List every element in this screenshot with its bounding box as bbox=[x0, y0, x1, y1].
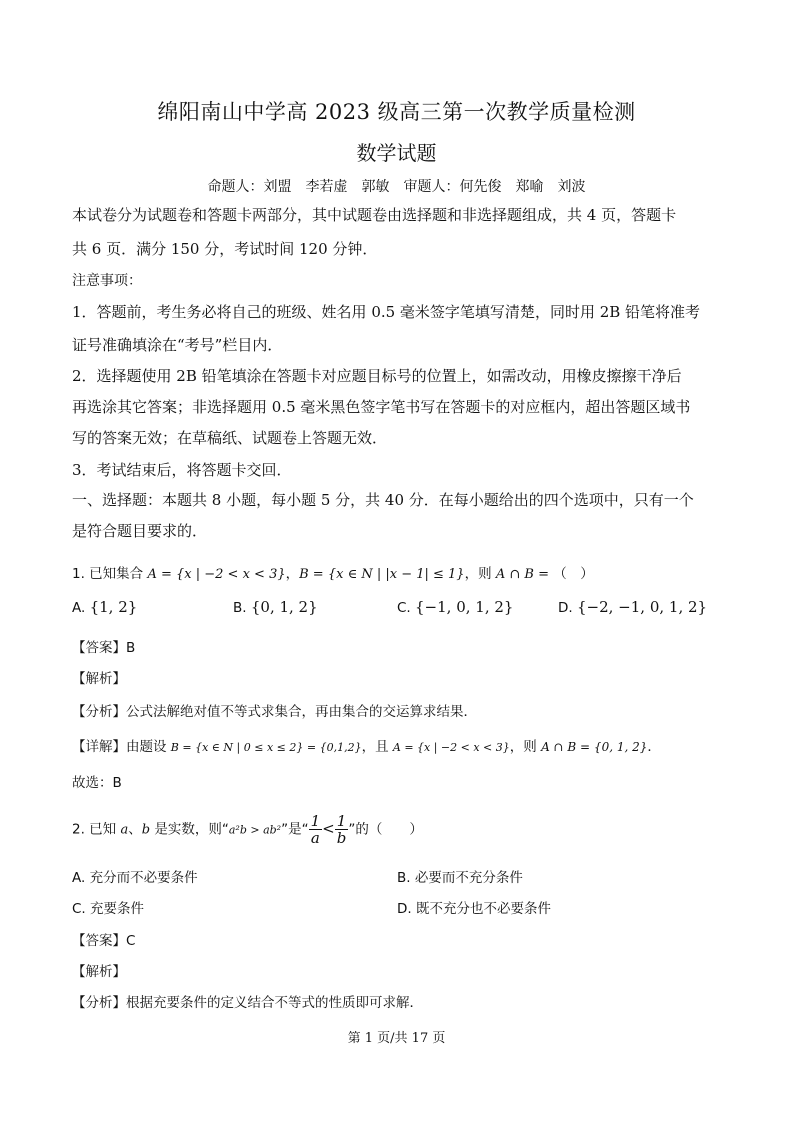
page-footer: 第 1 页/共 17 页 bbox=[347, 1031, 446, 1046]
q1-option-a: A. {1, 2} bbox=[72, 598, 138, 616]
notice-title: 注意事项： bbox=[72, 273, 142, 289]
q2-answer: 【答案】C bbox=[72, 933, 136, 949]
exam-title: 绵阳南山中学高 2023 级高三第一次教学质量检测 bbox=[157, 100, 636, 124]
notice-3: 3．考试结束后，将答题卡交回． bbox=[72, 461, 292, 479]
q1-option-d: D. {−2, −1, 0, 1, 2} bbox=[558, 598, 708, 616]
q1-option-c: C. {−1, 0, 1, 2} bbox=[397, 598, 514, 616]
q1-detail-set-b: B = {x ∈ N | 0 ≤ x ≤ 2} = {0,1,2} bbox=[170, 741, 362, 754]
q1-answer: 【答案】B bbox=[72, 640, 136, 656]
intro-line-2: 共 6 页．满分 150 分，考试时间 120 分钟． bbox=[72, 240, 378, 258]
q2-analysis-title: 【解析】 bbox=[72, 964, 126, 980]
q2-analysis: 【分析】根据充要条件的定义结合不等式的性质即可求解． bbox=[72, 995, 423, 1011]
section-heading-line-1: 一、选择题：本题共 8 小题，每小题 5 分，共 40 分．在每小题给出的四个选项中，只有一个 bbox=[72, 491, 694, 509]
authors-line: 命题人：刘盟 李若虚 郭敏 审题人：何先俊 郑喻 刘波 bbox=[207, 179, 586, 195]
q1-prefix: 1. 已知集合 bbox=[72, 566, 144, 582]
notice-2-line-1: 2．选择题使用 2B 铅笔填涂在答题卡对应题目标号的位置上，如需改动，用橡皮擦擦干净后 bbox=[72, 367, 682, 385]
q2-fraction-1: $\frac{1}{a}$ bbox=[310, 812, 321, 847]
q2-condition: a²b > ab² bbox=[228, 823, 282, 837]
q2-option-c: C. 充要条件 bbox=[72, 901, 145, 917]
q1-set-b: B = {x ∈ N | |x − 1| ≤ 1} bbox=[299, 567, 465, 582]
q1-option-b: B. {0, 1, 2} bbox=[233, 598, 318, 616]
notice-2-line-2: 再选涂其它答案；非选择题用 0.5 毫米黑色签字笔书写在答题卡的对应框内，超出答题区域书 bbox=[72, 398, 691, 416]
q2-option-a: A. 充分而不必要条件 bbox=[72, 870, 198, 886]
q2-option-b: B. 必要而不充分条件 bbox=[397, 870, 523, 886]
intro-line-1: 本试卷分为试题卷和答题卡两部分，其中试题卷由选择题和非选择题组成，共 4 页，答题卡 bbox=[72, 206, 677, 224]
q2-fraction-2: $\frac{1}{b}$ bbox=[336, 812, 347, 847]
q1-detail-set-a: A = {x | −2 < x < 3} bbox=[392, 741, 510, 754]
q1-expr: A ∩ B = bbox=[495, 567, 549, 582]
q1-detail: 【详解】由题设 B = {x ∈ N | 0 ≤ x ≤ 2} = {0,1,2}，且 A = {x | −2 < x < 3}，则 A ∩ B = {0, 1, 2}． bbox=[72, 739, 661, 755]
exam-subtitle: 数学试题 bbox=[356, 141, 437, 165]
q2-option-d: D. 既不充分也不必要条件 bbox=[397, 901, 551, 917]
q1-analysis: 【分析】公式法解绝对值不等式求集合，再由集合的交运算求结果． bbox=[72, 704, 477, 720]
q1-set-a: A = {x | −2 < x < 3} bbox=[147, 567, 286, 582]
q1-analysis-title: 【解析】 bbox=[72, 671, 126, 687]
q1-mid: ，则 bbox=[464, 566, 492, 582]
notice-2-line-3: 写的答案无效；在草稿纸、试题卷上答题无效． bbox=[72, 429, 388, 447]
question-1 bbox=[72, 562, 594, 582]
section-heading-line-2: 是符合题目要求的． bbox=[72, 522, 208, 540]
q1-blank: （ ） bbox=[553, 566, 594, 582]
notice-1-line-1: 1．答题前，考生务必将自己的班级、姓名用 0.5 毫米签字笔填写清楚，同时用 2B 铅笔将准考 bbox=[72, 303, 701, 321]
q1-choice: 故选：B bbox=[72, 775, 122, 791]
q1-sep: ， bbox=[285, 566, 300, 582]
notice-1-line-2: 证号准确填涂在“考号”栏目内． bbox=[72, 336, 283, 354]
question-2: 2. 已知 a、b 是实数，则“a²b > ab²”是“ $\frac{1}{a}$ < $\frac{1}{b}$ ”的（ ） bbox=[72, 812, 423, 847]
q1-detail-result: A ∩ B = {0, 1, 2} bbox=[541, 740, 648, 754]
